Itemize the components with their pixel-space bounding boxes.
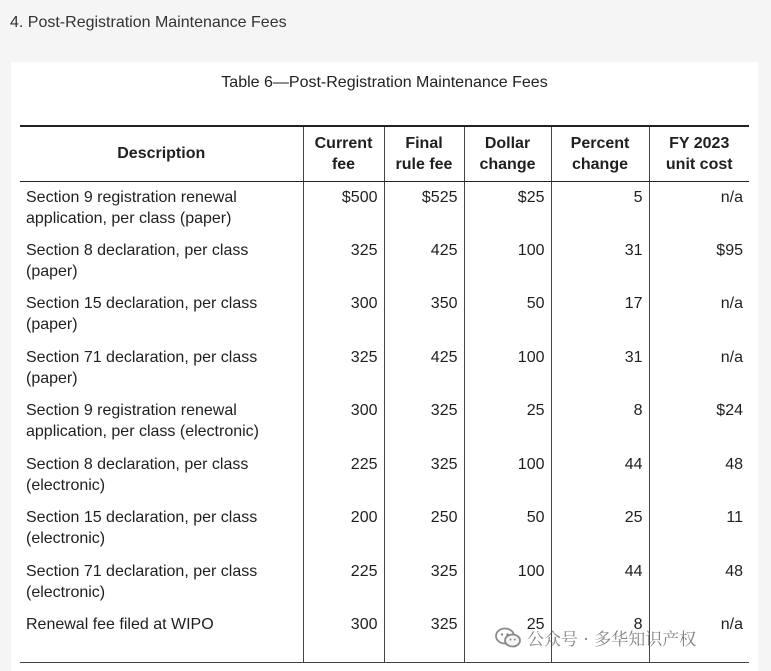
header-text: unit cost: [665, 155, 733, 173]
cell-description: [20, 288, 303, 342]
cell-final-fee: 250: [384, 502, 464, 556]
description-line: (electronic): [26, 476, 106, 494]
header-percent-change: [551, 126, 649, 181]
cell-final-fee: 325: [384, 449, 464, 503]
cell-dollar-change: 100: [464, 556, 551, 610]
cell-dollar-change: 25: [464, 609, 551, 663]
table-caption: Table 6—Post-Registration Maintenance Fees: [221, 74, 548, 91]
description-line: (paper): [26, 316, 78, 333]
cell-unit-cost: n/a: [649, 342, 749, 396]
cell-unit-cost: n/a: [649, 288, 749, 342]
cell-dollar-change: 100: [464, 235, 551, 289]
cell-dollar-change: $25: [464, 181, 551, 235]
cell-current-fee: 300: [303, 609, 384, 663]
cell-final-fee: 325: [384, 395, 464, 449]
header-text: Final: [405, 134, 443, 152]
header-text: Description: [117, 145, 206, 163]
table-row: [20, 342, 749, 396]
cell-percent-change: 8: [551, 609, 649, 663]
cell-percent-change: 44: [551, 449, 649, 503]
cell-current-fee: 325: [303, 235, 384, 289]
cell-final-fee: 325: [384, 556, 464, 610]
table-header-row: [20, 126, 749, 181]
header-text: Percent: [570, 134, 630, 152]
cell-description: [20, 502, 303, 556]
cell-percent-change: 25: [551, 502, 649, 556]
cell-percent-change: 31: [551, 342, 649, 396]
watermark: [495, 625, 696, 650]
cell-unit-cost: 11: [649, 502, 749, 556]
cell-description: [20, 449, 303, 503]
cell-final-fee: 425: [384, 342, 464, 396]
header-text: Current: [314, 134, 373, 152]
cell-percent-change: 5: [551, 181, 649, 235]
description-line: Section 8 declaration, per class: [26, 455, 249, 473]
cell-description: [20, 556, 303, 610]
cell-current-fee: 225: [303, 556, 384, 610]
cell-description: [20, 235, 303, 289]
description-line: Section 8 declaration, per class: [26, 241, 249, 259]
description-line: application, per class (paper): [26, 209, 232, 227]
cell-description: [20, 181, 303, 235]
cell-dollar-change: 25: [464, 395, 551, 449]
table-row: [20, 235, 749, 289]
header-description: [20, 126, 303, 181]
description-line: Section 15 declaration, per class: [26, 509, 258, 526]
cell-percent-change: 8: [551, 395, 649, 449]
cell-current-fee: 225: [303, 449, 384, 503]
description-line: Section 15 declaration, per class: [26, 295, 258, 312]
table-row: [20, 502, 749, 556]
cell-current-fee: 300: [303, 288, 384, 342]
cell-dollar-change: 100: [464, 342, 551, 396]
table-row: [20, 181, 749, 235]
cell-unit-cost: 48: [649, 449, 749, 503]
description-line: Section 71 declaration, per class: [26, 562, 258, 580]
header-text: Dollar: [484, 134, 531, 152]
section-heading: 4. Post-Registration Maintenance Fees: [10, 14, 287, 31]
description-line: (electronic): [26, 583, 106, 601]
description-line: (electronic): [26, 530, 106, 547]
header-dollar-change: [464, 126, 551, 181]
cell-description: [20, 395, 303, 449]
cell-current-fee: 200: [303, 502, 384, 556]
table-card: [11, 62, 758, 671]
cell-percent-change: 44: [551, 556, 649, 610]
description-line: Renewal fee filed at WIPO: [26, 616, 214, 633]
table-row: [20, 395, 749, 449]
header-text: fee: [331, 155, 356, 173]
cell-current-fee: $500: [303, 181, 384, 235]
cell-current-fee: 325: [303, 342, 384, 396]
header-text: rule fee: [395, 155, 453, 173]
cell-description: [20, 609, 303, 663]
cell-percent-change: 31: [551, 235, 649, 289]
cell-description: [20, 342, 303, 396]
description-line: Section 9 registration renewal: [26, 188, 237, 206]
header-text: change: [571, 155, 628, 173]
cell-final-fee: 350: [384, 288, 464, 342]
table-row: [20, 556, 749, 610]
header-fy2023-unit-cost: [649, 126, 749, 181]
description-line: (paper): [26, 369, 78, 387]
description-line: (paper): [26, 262, 78, 280]
header-current-fee: [303, 126, 384, 181]
table-row: [20, 449, 749, 503]
table-row: [20, 288, 749, 342]
cell-unit-cost: n/a: [649, 609, 749, 663]
description-line: application, per class (electronic): [26, 423, 259, 440]
cell-unit-cost: $95: [649, 235, 749, 289]
cell-unit-cost: $24: [649, 395, 749, 449]
cell-dollar-change: 100: [464, 449, 551, 503]
cell-dollar-change: 50: [464, 502, 551, 556]
cell-final-fee: 425: [384, 235, 464, 289]
wechat-icon: [495, 627, 521, 649]
header-text: FY 2023: [669, 134, 730, 152]
description-line: Section 71 declaration, per class: [26, 348, 258, 366]
cell-dollar-change: 50: [464, 288, 551, 342]
cell-current-fee: 300: [303, 395, 384, 449]
cell-percent-change: 17: [551, 288, 649, 342]
cell-final-fee: $525: [384, 181, 464, 235]
watermark-text: 公众号 · 多华知识产权: [527, 630, 697, 650]
header-text: change: [479, 155, 536, 173]
fee-table: [20, 125, 749, 663]
cell-unit-cost: n/a: [649, 181, 749, 235]
header-final-rule-fee: [384, 126, 464, 181]
cell-unit-cost: 48: [649, 556, 749, 610]
cell-final-fee: 325: [384, 609, 464, 663]
description-line: Section 9 registration renewal: [26, 402, 237, 419]
